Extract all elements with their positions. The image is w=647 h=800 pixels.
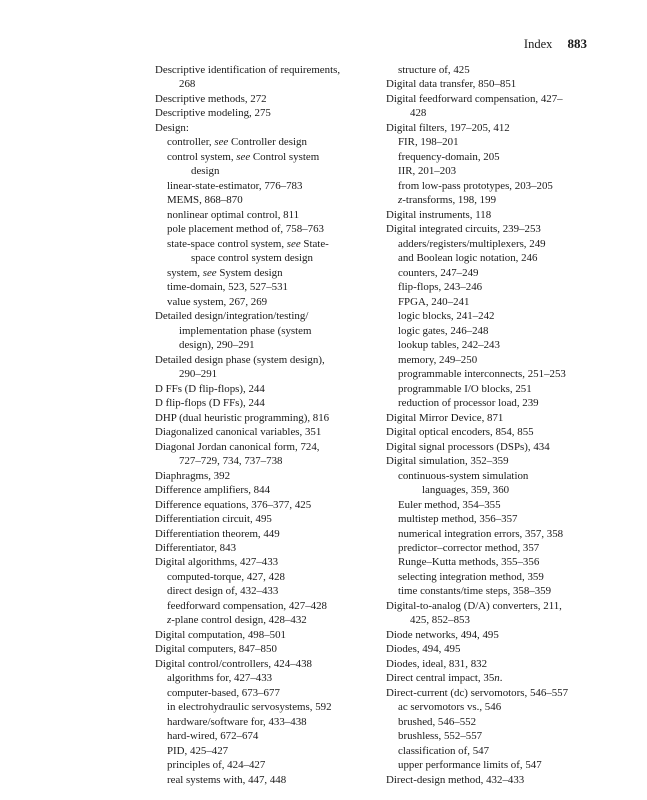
index-entry: design [191,165,220,178]
index-entry: Detailed design/integration/testing/ [155,310,309,323]
index-entry: design), 290–291 [179,339,255,352]
index-entry: languages, 359, 360 [422,484,510,497]
index-entry: D flip-flops (D FFs), 244 [155,397,265,410]
index-entry: Differentiation theorem, 449 [155,527,280,540]
index-entry: Diode networks, 494, 495 [386,628,499,641]
index-entry: controller, see Controller design [167,136,307,149]
index-entry: FPGA, 240–241 [398,295,470,308]
index-entry: Descriptive methods, 272 [155,92,267,105]
index-entry: adders/registers/multiplexers, 249 [398,237,546,250]
index-entry: Descriptive modeling, 275 [155,107,271,120]
index-entry: and Boolean logic notation, 246 [398,252,538,265]
index-column-left [155,63,380,787]
index-entry: IIR, 201–203 [398,165,457,178]
index-entry: system, see System design [167,266,283,279]
index-entry: Diaphragms, 392 [155,469,231,482]
index-entry: upper performance limits of, 547 [398,759,542,772]
page-number: 883 [567,36,587,51]
index-entry: structure of, 425 [398,64,470,76]
index-entry: predictor–corrector method, 357 [398,541,540,554]
index-entry: D FFs (D flip-flops), 244 [155,382,265,395]
index-entry: brushless, 552–557 [398,730,483,743]
index-entry: Diagonal Jordan canonical form, 724, [155,440,320,453]
index-entry: logic blocks, 241–242 [398,310,495,323]
index-entry: feedforward compensation, 427–428 [167,599,327,612]
index-entry: continuous-system simulation [398,469,529,482]
index-entry: Diagonalized canonical variables, 351 [155,426,322,439]
index-entry: Digital Mirror Device, 871 [386,411,504,424]
index-entry: Digital computers, 847–850 [155,643,277,656]
index-entry: ac servomotors vs., 546 [398,701,502,714]
index-entry: algorithms for, 427–433 [167,672,273,685]
index-entry: Digital-to-analog (D/A) converters, 211, [386,599,562,612]
index-entry: 268 [179,78,196,91]
index-entry: Digital algorithms, 427–433 [155,556,279,569]
index-entry: Euler method, 354–355 [398,498,501,511]
index-entry: time-domain, 523, 527–531 [167,281,288,294]
index-entry: Diodes, ideal, 831, 832 [386,657,488,670]
index-entry: state-space control system, see State- [167,237,329,250]
index-entry: flip-flops, 243–246 [398,281,483,294]
index-entry: Diodes, 494, 495 [386,643,461,656]
index-entry: brushed, 546–552 [398,715,477,728]
index-entry: Difference equations, 376–377, 425 [155,498,312,511]
index-entry: computer-based, 673–677 [167,686,280,699]
section-label: Index [523,37,553,51]
index-entry: Digital control/controllers, 424–438 [155,657,312,670]
index-entry: Runge–Kutta methods, 355–356 [398,556,540,569]
index-entry: Design: [155,121,189,134]
index-entry: Digital simulation, 352–359 [386,455,509,468]
index-entry: 425, 852–853 [410,614,470,627]
index-entry: Descriptive identification of requirements, [155,64,341,76]
index-entry: Digital filters, 197–205, 412 [386,121,510,134]
index-entry: Difference amplifiers, 844 [155,484,271,497]
index-column-right [386,63,601,787]
index-entry: Digital data transfer, 850–851 [386,78,517,91]
index-entry: reduction of processor load, 239 [398,397,539,410]
index-entry: Detailed design phase (system design), [155,353,325,366]
index-entry: frequency-domain, 205 [398,150,500,163]
index-entry: in electrohydraulic servosystems, 592 [167,701,332,714]
index-entry: linear-state-estimator, 776–783 [167,179,303,192]
index-entry: Digital optical encoders, 854, 855 [386,426,534,439]
index-entry: memory, 249–250 [398,353,478,366]
index-entry: from low-pass prototypes, 203–205 [398,179,553,192]
index-entry: 428 [410,107,427,120]
index-entry: multistep method, 356–357 [398,513,518,526]
index-entry: z-plane control design, 428–432 [167,614,307,627]
index-entry: Digital instruments, 118 [386,208,492,221]
index-entry: pole placement method of, 758–763 [167,223,324,236]
index-entry: Digital computation, 498–501 [155,628,286,641]
index-entry: Digital signal processors (DSPs), 434 [386,440,550,453]
index-entry: time constants/time steps, 358–359 [398,585,552,598]
index-entry: classification of, 547 [398,744,490,757]
index-entry: lookup tables, 242–243 [398,339,500,352]
index-entry: programmable I/O blocks, 251 [398,382,532,395]
index-entry: selecting integration method, 359 [398,570,544,583]
index-entry: Differentiation circuit, 495 [155,513,272,526]
index-entry: nonlinear optimal control, 811 [167,208,300,221]
index-entry: real systems with, 447, 448 [167,773,287,786]
index-entry: counters, 247–249 [398,266,479,279]
index-entry: Direct-design method, 432–433 [386,773,525,786]
index-entry: z-transforms, 198, 199 [398,194,497,207]
index-entry: Digital feedforward compensation, 427– [386,92,563,105]
index-entry: 290–291 [179,368,218,381]
index-entry: control system, see Control system [167,150,320,163]
index-entry: FIR, 198–201 [398,136,459,149]
index-entry: MEMS, 868–870 [167,194,243,207]
index-entry: programmable interconnects, 251–253 [398,368,566,381]
index-entry: implementation phase (system [179,324,312,337]
index-entry: space control system design [191,252,313,265]
index-entry: hardware/software for, 433–438 [167,715,307,728]
index-entry: PID, 425–427 [167,744,229,757]
index-entry: 727–729, 734, 737–738 [179,455,283,468]
page-header [524,36,587,52]
index-entry: Direct central impact, 35n. [386,672,503,685]
index-entry: principles of, 424–427 [167,759,266,772]
index-entry: logic gates, 246–248 [398,324,489,337]
index-entry: numerical integration errors, 357, 358 [398,527,564,540]
index-entry: computed-torque, 427, 428 [167,570,285,583]
index-entry: Differentiator, 843 [155,541,237,554]
index-entry: value system, 267, 269 [167,295,268,308]
index-entry: DHP (dual heuristic programming), 816 [155,411,330,424]
index-entry: direct design of, 432–433 [167,585,279,598]
index-entry: hard-wired, 672–674 [167,730,259,743]
index-entry: Direct-current (dc) servomotors, 546–557 [386,686,569,699]
index-entry: Digital integrated circuits, 239–253 [386,223,541,236]
